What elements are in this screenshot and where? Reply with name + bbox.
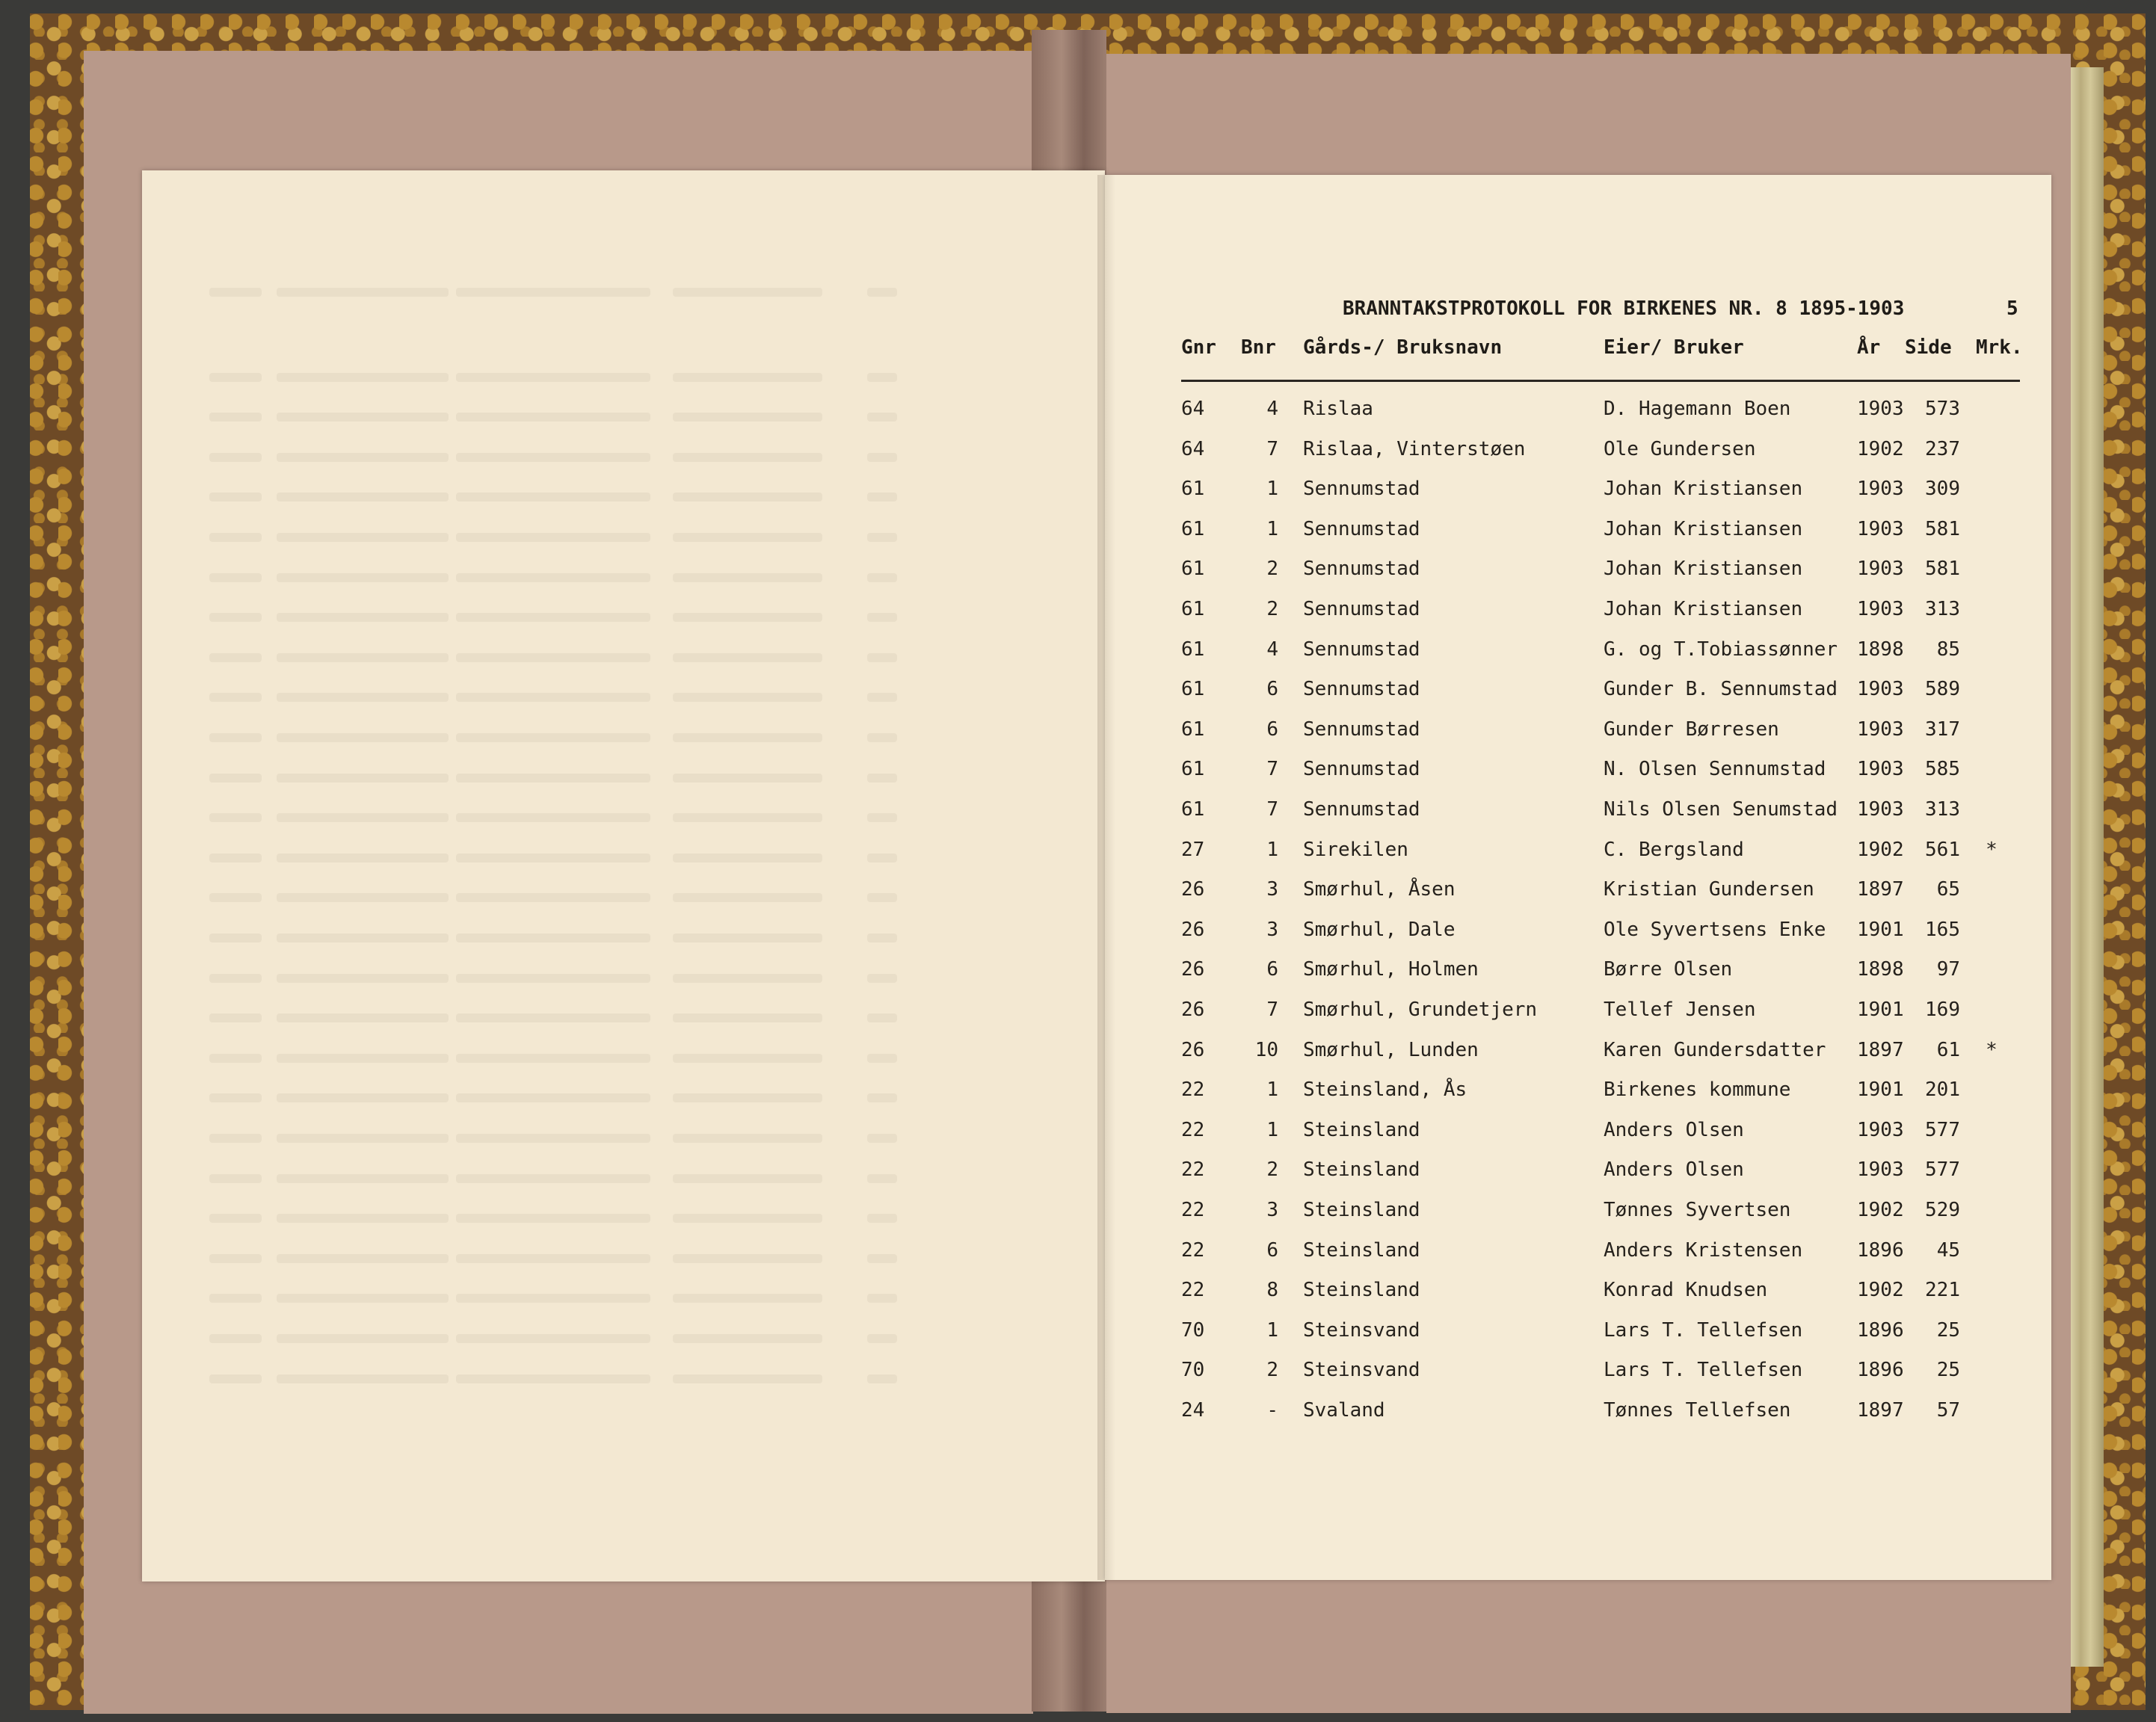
bleed-mark [209, 373, 262, 382]
cell-side: 589 [1925, 678, 1960, 701]
column-header-gnr: Gnr [1181, 336, 1216, 359]
cell-navn: Sennumstad [1303, 478, 1420, 501]
cell-eier: Lars T. Tellefsen [1604, 1318, 1803, 1342]
cell-ar: 1903 [1857, 798, 1904, 821]
cell-bnr: 3 [1266, 1199, 1278, 1221]
cell-bnr: - [1266, 1399, 1278, 1422]
table-row [0, 1355, 2156, 1385]
cell-gnr: 70 [1181, 1359, 1205, 1382]
cell-navn: Smørhul, Holmen [1303, 958, 1479, 981]
cell-side: 165 [1925, 918, 1960, 941]
table-row [0, 954, 2156, 984]
cell-side: 97 [1936, 958, 1960, 981]
cell-side: 25 [1936, 1359, 1960, 1382]
cell-eier: Anders Kristensen [1604, 1238, 1803, 1262]
cell-navn: Smørhul, Grundetjern [1303, 999, 1538, 1021]
cell-side: 65 [1936, 878, 1960, 901]
cell-ar: 1903 [1857, 1158, 1904, 1182]
cell-side: 529 [1925, 1199, 1960, 1221]
cell-side: 561 [1925, 838, 1960, 861]
table-row [0, 1035, 2156, 1065]
cell-ar: 1902 [1857, 1279, 1904, 1302]
cell-bnr: 1 [1266, 478, 1278, 501]
cell-eier: Johan Kristiansen [1604, 517, 1803, 540]
cell-gnr: 61 [1181, 598, 1205, 620]
cell-gnr: 61 [1181, 638, 1205, 661]
cell-eier: Anders Olsen [1604, 1118, 1744, 1141]
cell-gnr: 61 [1181, 758, 1205, 781]
cell-eier: Johan Kristiansen [1604, 598, 1803, 620]
table-row [0, 1155, 2156, 1185]
cell-eier: G. og T.Tobiassønner [1604, 638, 1838, 661]
cell-ar: 1902 [1857, 1199, 1904, 1221]
cell-gnr: 64 [1181, 398, 1205, 420]
cell-mrk: * [1986, 1038, 1998, 1061]
table-row [0, 1275, 2156, 1305]
cell-navn: Steinsland [1303, 1199, 1420, 1221]
cell-ar: 1898 [1857, 638, 1904, 661]
cell-gnr: 61 [1181, 678, 1205, 701]
cell-eier: Gunder B. Sennumstad [1604, 678, 1838, 701]
cell-ar: 1897 [1857, 1038, 1904, 1061]
cell-eier: D. Hagemann Boen [1604, 398, 1791, 420]
cell-bnr: 10 [1254, 1038, 1278, 1061]
cell-side: 577 [1925, 1158, 1960, 1182]
cell-navn: Sennumstad [1303, 758, 1420, 781]
cell-gnr: 70 [1181, 1318, 1205, 1342]
cell-gnr: 26 [1181, 878, 1205, 901]
table-row [0, 794, 2156, 824]
cell-side: 25 [1936, 1318, 1960, 1342]
cell-bnr: 6 [1266, 958, 1278, 981]
cell-ar: 1903 [1857, 398, 1904, 420]
table-row [0, 1315, 2156, 1345]
cell-bnr: 1 [1266, 1078, 1278, 1102]
cell-side: 577 [1925, 1118, 1960, 1141]
cell-bnr: 7 [1266, 437, 1278, 460]
cell-gnr: 64 [1181, 437, 1205, 460]
cell-gnr: 24 [1181, 1399, 1205, 1422]
table-row [0, 1235, 2156, 1265]
table-row [0, 594, 2156, 624]
bleed-mark [867, 288, 897, 297]
cell-navn: Smørhul, Lunden [1303, 1038, 1479, 1061]
cell-bnr: 2 [1266, 598, 1278, 620]
cell-side: 313 [1925, 798, 1960, 821]
cell-eier: N. Olsen Sennumstad [1604, 758, 1826, 781]
cell-eier: Johan Kristiansen [1604, 478, 1803, 501]
cell-side: 237 [1925, 437, 1960, 460]
cell-ar: 1896 [1857, 1359, 1904, 1382]
cell-gnr: 26 [1181, 999, 1205, 1021]
column-header-navn: Gårds-/ Bruksnavn [1303, 336, 1503, 359]
cell-gnr: 22 [1181, 1118, 1205, 1141]
cell-side: 201 [1925, 1078, 1960, 1102]
table-row [0, 394, 2156, 424]
cell-bnr: 7 [1266, 798, 1278, 821]
column-header-eier: Eier/ Bruker [1604, 336, 1744, 359]
table-row [0, 754, 2156, 784]
cell-bnr: 3 [1266, 878, 1278, 901]
cell-gnr: 61 [1181, 718, 1205, 741]
cell-gnr: 22 [1181, 1279, 1205, 1302]
cell-side: 221 [1925, 1279, 1960, 1302]
page-number: 5 [2006, 297, 2018, 320]
cell-gnr: 26 [1181, 918, 1205, 941]
cell-eier: Birkenes kommune [1604, 1078, 1791, 1102]
cell-navn: Rislaa [1303, 398, 1373, 420]
cell-gnr: 22 [1181, 1238, 1205, 1262]
table-row [0, 835, 2156, 865]
cell-navn: Sennumstad [1303, 718, 1420, 741]
table-row [0, 434, 2156, 464]
table-row [0, 474, 2156, 504]
cell-gnr: 26 [1181, 958, 1205, 981]
column-header-ar: År [1857, 336, 1881, 359]
cell-eier: Gunder Børresen [1604, 718, 1779, 741]
header-rule [1181, 380, 2020, 382]
cell-ar: 1901 [1857, 918, 1904, 941]
cell-navn: Sennumstad [1303, 638, 1420, 661]
cell-gnr: 26 [1181, 1038, 1205, 1061]
cell-side: 45 [1936, 1238, 1960, 1262]
table-row [0, 674, 2156, 704]
cell-bnr: 7 [1266, 999, 1278, 1021]
cell-gnr: 61 [1181, 558, 1205, 581]
cell-bnr: 6 [1266, 1238, 1278, 1262]
cell-ar: 1903 [1857, 478, 1904, 501]
cell-ar: 1903 [1857, 678, 1904, 701]
cell-navn: Steinsland [1303, 1118, 1420, 1141]
table-row [0, 915, 2156, 945]
cell-navn: Sennumstad [1303, 678, 1420, 701]
cell-eier: Lars T. Tellefsen [1604, 1359, 1803, 1382]
bleed-mark [673, 288, 822, 297]
cell-gnr: 22 [1181, 1078, 1205, 1102]
cell-navn: Sennumstad [1303, 798, 1420, 821]
cell-gnr: 22 [1181, 1158, 1205, 1182]
cell-bnr: 1 [1266, 838, 1278, 861]
bleed-mark [867, 373, 897, 382]
cell-side: 581 [1925, 517, 1960, 540]
cell-bnr: 1 [1266, 1318, 1278, 1342]
cell-side: 309 [1925, 478, 1960, 501]
cell-ar: 1903 [1857, 1118, 1904, 1141]
cell-navn: Rislaa, Vinterstøen [1303, 437, 1526, 460]
cell-side: 585 [1925, 758, 1960, 781]
cell-navn: Svaland [1303, 1399, 1385, 1422]
cell-bnr: 6 [1266, 718, 1278, 741]
cell-eier: Karen Gundersdatter [1604, 1038, 1826, 1061]
cell-ar: 1903 [1857, 598, 1904, 620]
page-edges [2071, 67, 2104, 1667]
cell-gnr: 27 [1181, 838, 1205, 861]
cell-bnr: 1 [1266, 1118, 1278, 1141]
column-header-mrk: Mrk. [1976, 336, 2023, 359]
cell-side: 57 [1936, 1399, 1960, 1422]
bleed-mark [209, 288, 262, 297]
cell-navn: Steinsvand [1303, 1318, 1420, 1342]
column-header-bnr: Bnr [1241, 336, 1276, 359]
cell-bnr: 2 [1266, 1359, 1278, 1382]
cell-navn: Sennumstad [1303, 558, 1420, 581]
cell-gnr: 61 [1181, 798, 1205, 821]
cell-side: 313 [1925, 598, 1960, 620]
cell-bnr: 4 [1266, 638, 1278, 661]
cell-ar: 1902 [1857, 437, 1904, 460]
cell-navn: Steinsland [1303, 1279, 1420, 1302]
cell-bnr: 6 [1266, 678, 1278, 701]
cell-ar: 1903 [1857, 758, 1904, 781]
bleed-mark [277, 373, 449, 382]
cell-ar: 1898 [1857, 958, 1904, 981]
table-row [0, 1195, 2156, 1225]
cell-eier: Ole Syvertsens Enke [1604, 918, 1826, 941]
document-title: BRANNTAKSTPROTOKOLL FOR BIRKENES NR. 8 1895-1903 [1343, 297, 1905, 320]
table-row [0, 995, 2156, 1025]
bleed-mark [456, 373, 650, 382]
table-row [0, 514, 2156, 544]
cell-eier: Nils Olsen Senumstad [1604, 798, 1838, 821]
table-row [0, 874, 2156, 904]
cell-navn: Smørhul, Åsen [1303, 878, 1456, 901]
cell-ar: 1903 [1857, 558, 1904, 581]
cell-eier: Kristian Gundersen [1604, 878, 1814, 901]
cell-eier: Johan Kristiansen [1604, 558, 1803, 581]
cell-ar: 1902 [1857, 838, 1904, 861]
cell-eier: Børre Olsen [1604, 958, 1733, 981]
cell-eier: Anders Olsen [1604, 1158, 1744, 1182]
cell-navn: Smørhul, Dale [1303, 918, 1456, 941]
table-row [0, 715, 2156, 744]
table-row [0, 635, 2156, 664]
cell-bnr: 3 [1266, 918, 1278, 941]
cell-gnr: 22 [1181, 1199, 1205, 1221]
cell-eier: Ole Gundersen [1604, 437, 1756, 460]
cell-ar: 1896 [1857, 1238, 1904, 1262]
cell-ar: 1901 [1857, 999, 1904, 1021]
cell-bnr: 2 [1266, 1158, 1278, 1182]
cell-eier: Tønnes Syvertsen [1604, 1199, 1791, 1221]
cell-navn: Sirekilen [1303, 838, 1408, 861]
cell-eier: Tellef Jensen [1604, 999, 1756, 1021]
cell-mrk: * [1986, 838, 1998, 861]
cell-ar: 1903 [1857, 517, 1904, 540]
cell-side: 573 [1925, 398, 1960, 420]
cell-navn: Steinsland [1303, 1238, 1420, 1262]
cell-navn: Sennumstad [1303, 517, 1420, 540]
cell-ar: 1901 [1857, 1078, 1904, 1102]
cell-eier: Konrad Knudsen [1604, 1279, 1768, 1302]
table-row [0, 1115, 2156, 1145]
cell-navn: Steinsland [1303, 1158, 1420, 1182]
cell-eier: C. Bergsland [1604, 838, 1744, 861]
cell-side: 581 [1925, 558, 1960, 581]
cell-ar: 1903 [1857, 718, 1904, 741]
bleed-mark [673, 373, 822, 382]
cell-navn: Sennumstad [1303, 598, 1420, 620]
cell-bnr: 8 [1266, 1279, 1278, 1302]
bleed-mark [277, 288, 449, 297]
cell-side: 85 [1936, 638, 1960, 661]
cell-bnr: 4 [1266, 398, 1278, 420]
bleed-mark [456, 288, 650, 297]
cell-side: 169 [1925, 999, 1960, 1021]
cell-ar: 1896 [1857, 1318, 1904, 1342]
cell-navn: Steinsland, Ås [1303, 1078, 1467, 1102]
cell-bnr: 1 [1266, 517, 1278, 540]
cell-gnr: 61 [1181, 517, 1205, 540]
cell-bnr: 7 [1266, 758, 1278, 781]
cell-side: 317 [1925, 718, 1960, 741]
cell-ar: 1897 [1857, 878, 1904, 901]
column-header-side: Side [1905, 336, 1952, 359]
table-row [0, 1395, 2156, 1425]
cell-ar: 1897 [1857, 1399, 1904, 1422]
cell-bnr: 2 [1266, 558, 1278, 581]
table-row [0, 554, 2156, 584]
cell-eier: Tønnes Tellefsen [1604, 1399, 1791, 1422]
table-row [0, 1075, 2156, 1105]
cell-gnr: 61 [1181, 478, 1205, 501]
cell-navn: Steinsvand [1303, 1359, 1420, 1382]
cell-side: 61 [1936, 1038, 1960, 1061]
